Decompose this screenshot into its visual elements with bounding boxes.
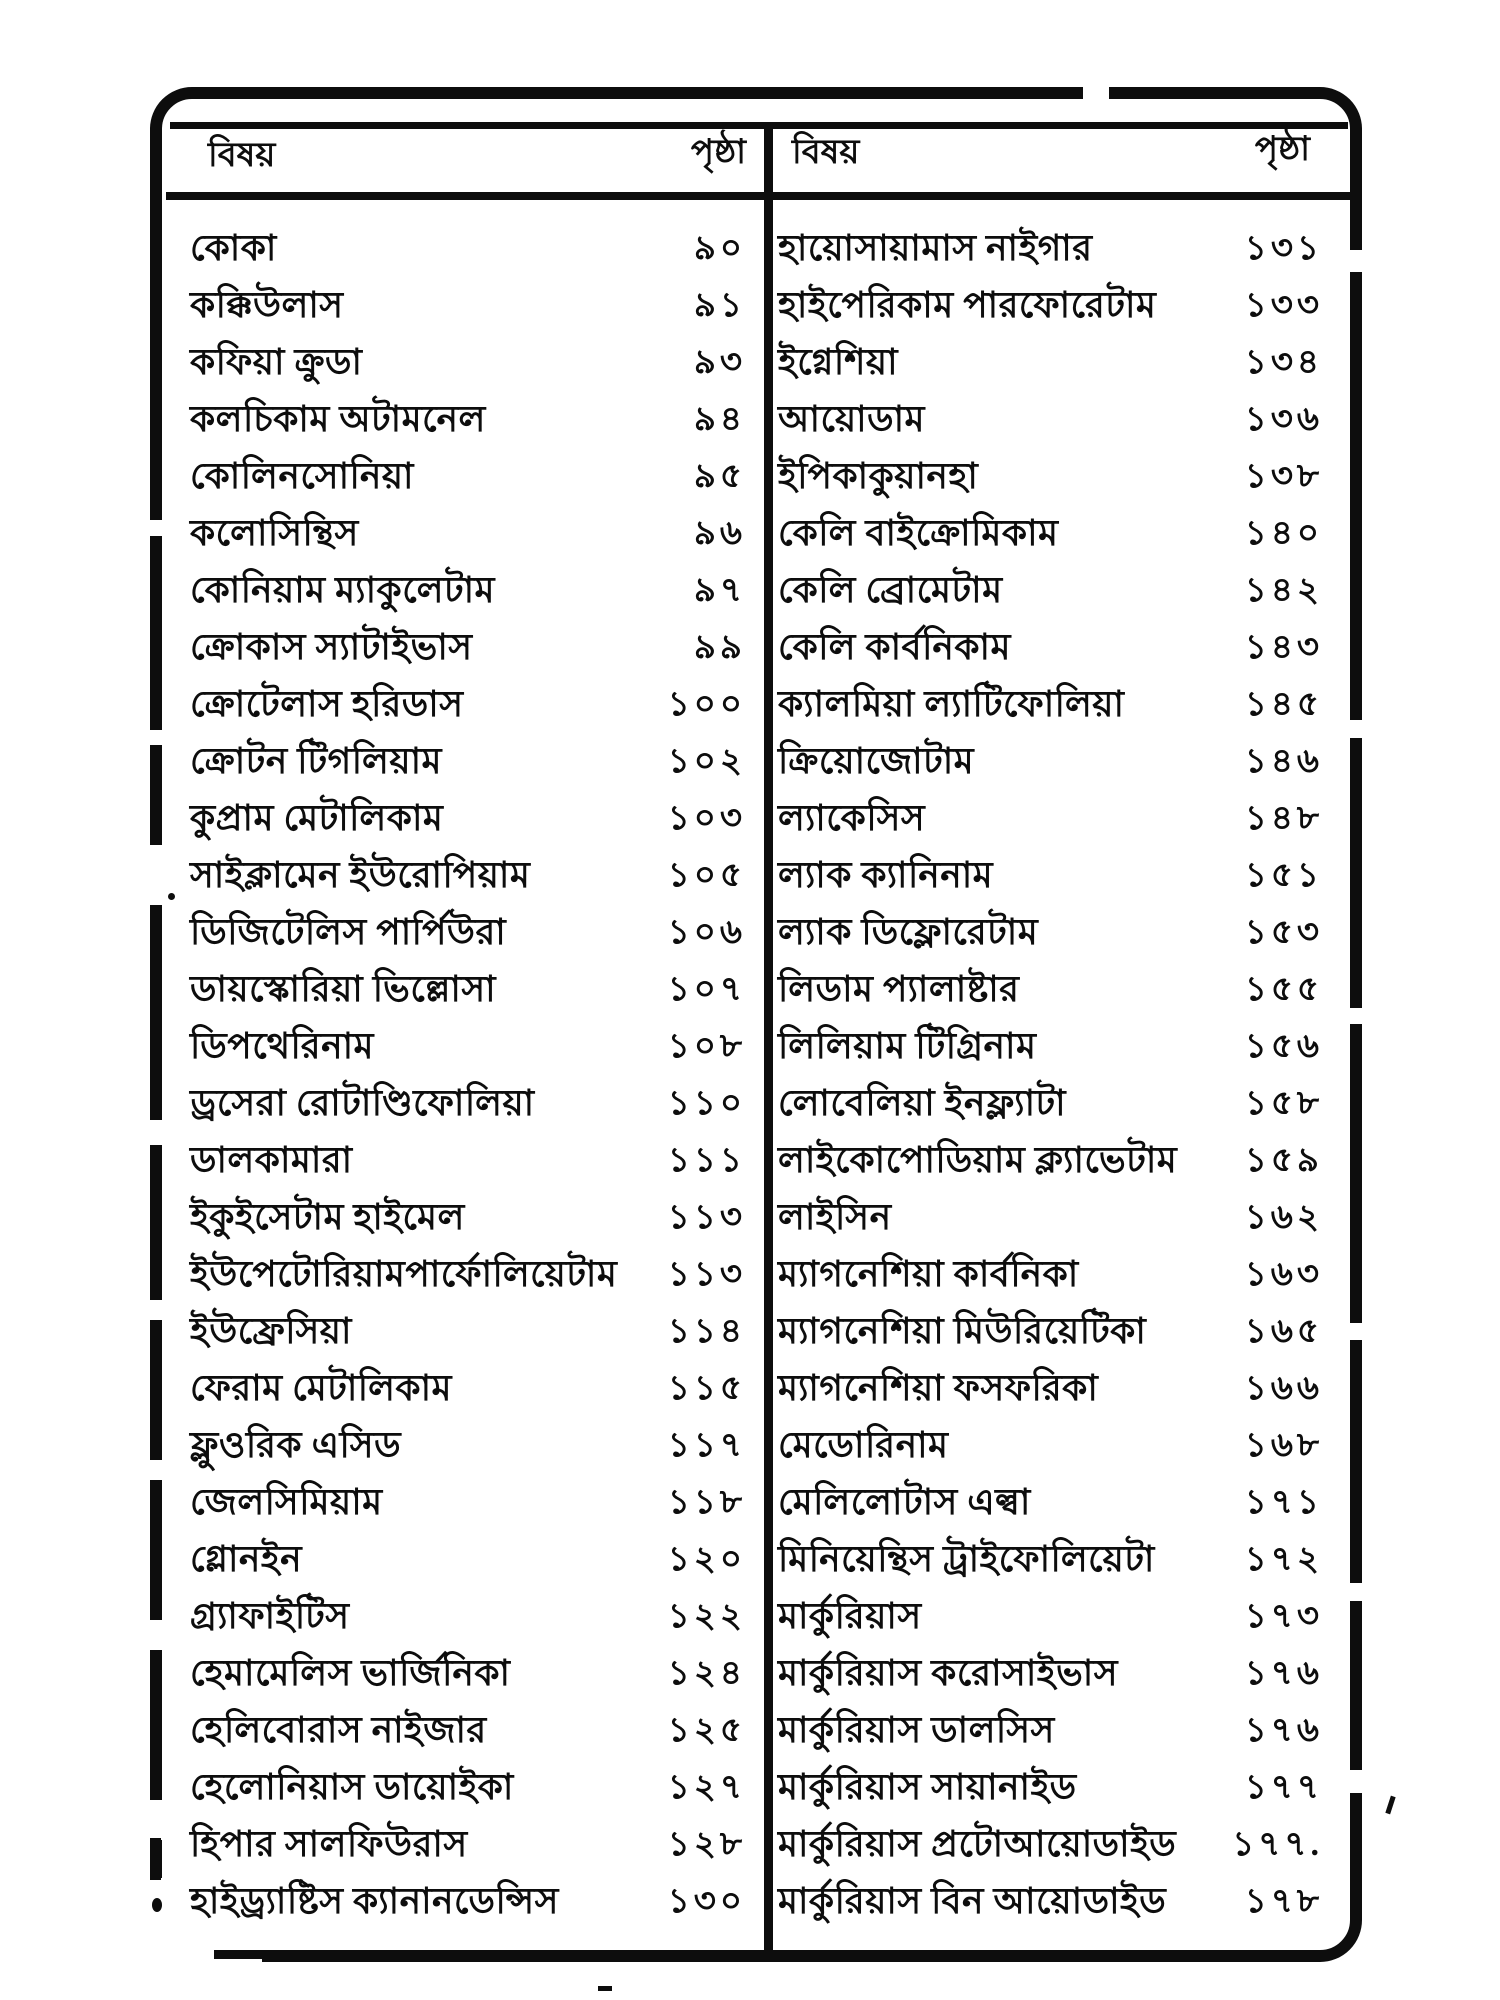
- table-row: [190, 564, 746, 621]
- toc-column-right: [778, 222, 1323, 1932]
- entry-name: আয়োডাম: [778, 398, 926, 439]
- entry-name: ফেরাম মেটালিকাম: [190, 1367, 453, 1408]
- entry-name: লিলিয়াম টিগ্রিনাম: [778, 1025, 1037, 1066]
- entry-name: কুপ্রাম মেটালিকাম: [190, 797, 444, 838]
- entry-name: কেলি কার্বনিকাম: [778, 626, 1011, 667]
- table-row: [778, 1647, 1323, 1704]
- entry-page: ১৭২: [1244, 1541, 1323, 1578]
- table-row: [190, 1590, 746, 1647]
- table-row: [190, 1761, 746, 1818]
- entry-page: ১১৩: [667, 1256, 746, 1293]
- toc-column-left: [190, 222, 746, 1932]
- entry-page: ১১৫: [667, 1370, 746, 1407]
- table-row: [190, 963, 746, 1020]
- table-row: [190, 906, 746, 963]
- table-row: [778, 1191, 1323, 1248]
- entry-page: ১২২: [667, 1598, 746, 1635]
- entry-name: ল্যাক ক্যানিনাম: [778, 854, 994, 895]
- entry-page: ১০৮: [667, 1028, 746, 1065]
- table-row: [778, 1704, 1323, 1761]
- entry-page: ৯০: [693, 230, 746, 267]
- column-divider: [764, 122, 773, 1954]
- entry-name: ল্যাক ডিফ্লোরেটাম: [778, 911, 1039, 952]
- entry-page: ১৩৩: [1244, 287, 1323, 324]
- entry-page: ১৭৩: [1244, 1598, 1323, 1635]
- right-page-header: পৃষ্ঠা: [1254, 131, 1310, 168]
- entry-name: হাইপেরিকাম পারফোরেটাম: [778, 284, 1157, 325]
- entry-page: ১৪৩: [1244, 629, 1323, 666]
- entry-name: ইকুইসেটাম হাইমেল: [190, 1196, 465, 1237]
- table-row: [778, 792, 1323, 849]
- table-row: [190, 792, 746, 849]
- entry-name: হেলোনিয়াস ডায়োইকা: [190, 1766, 514, 1807]
- table-row: [778, 450, 1323, 507]
- entry-page: ৯৭: [693, 572, 746, 609]
- table-row: [190, 279, 746, 336]
- entry-page: ১৫১: [1244, 857, 1323, 894]
- entry-name: মার্কুরিয়াস করোসাইভাস: [778, 1652, 1119, 1693]
- table-row: [778, 735, 1323, 792]
- entry-page: ১১১: [667, 1142, 746, 1179]
- right-subject-header: বিষয়: [792, 134, 860, 171]
- entry-name: কেলি ব্রোমেটাম: [778, 569, 1003, 610]
- left-subject-header: বিষয়: [208, 137, 276, 174]
- table-row: [778, 393, 1323, 450]
- entry-page: ১৪২: [1244, 572, 1323, 609]
- entry-name: কলচিকাম অটামনেল: [190, 398, 486, 439]
- entry-name: গ্লোনইন: [190, 1538, 303, 1579]
- entry-page: ১৩১: [1244, 230, 1323, 267]
- table-row: [190, 1818, 746, 1875]
- entry-name: মিনিয়েন্থিস ট্রাইফোলিয়েটা: [778, 1538, 1155, 1579]
- entry-name: ক্রোটন টিগলিয়াম: [190, 740, 443, 781]
- entry-name: কোলিনসোনিয়া: [190, 455, 414, 496]
- entry-name: ক্রোটেলাস হরিডাস: [190, 683, 464, 724]
- entry-page: ১১৩: [667, 1199, 746, 1236]
- entry-page: ১০৬: [667, 914, 746, 951]
- entry-name: কলোসিন্থিস: [190, 512, 359, 553]
- entry-name: ক্রোকাস স্যাটাইভাস: [190, 626, 473, 667]
- entry-name: ম্যাগনেশিয়া কার্বনিকা: [778, 1253, 1079, 1294]
- table-row: [190, 735, 746, 792]
- entry-name: কক্কিউলাস: [190, 284, 344, 325]
- entry-page: ৯৬: [693, 515, 746, 552]
- table-row: [778, 1875, 1323, 1932]
- table-row: [778, 564, 1323, 621]
- entry-page: ১৩৪: [1244, 344, 1323, 381]
- entry-page: ১০৫: [667, 857, 746, 894]
- entry-name: মার্কুরিয়াস: [778, 1595, 922, 1636]
- entry-page: ১৫৮: [1244, 1085, 1323, 1122]
- entry-name: মার্কুরিয়াস বিন আয়োডাইড: [778, 1880, 1167, 1921]
- entry-page: ১০৩: [667, 800, 746, 837]
- entry-page: ১২৪: [667, 1655, 746, 1692]
- entry-name: লাইসিন: [778, 1196, 892, 1237]
- entry-name: ইউফ্রেসিয়া: [190, 1310, 352, 1351]
- table-row: [778, 336, 1323, 393]
- entry-name: ডালকামারা: [190, 1139, 353, 1180]
- table-row: [778, 1248, 1323, 1305]
- table-row: [778, 1761, 1323, 1818]
- entry-page: ১০২: [667, 743, 746, 780]
- entry-page: ১৪৬: [1244, 743, 1323, 780]
- table-row: [190, 222, 746, 279]
- table-row: [190, 1476, 746, 1533]
- table-row: [190, 1020, 746, 1077]
- entry-name: কোকা: [190, 227, 277, 268]
- header-bottom-rule: [166, 192, 1350, 200]
- left-page-header: পৃষ্ঠা: [690, 134, 746, 171]
- entry-page: ১৫৯: [1244, 1142, 1323, 1179]
- entry-name: সাইক্লামেন ইউরোপিয়াম: [190, 854, 531, 895]
- entry-page: ১০৭: [667, 971, 746, 1008]
- table-row: [190, 1533, 746, 1590]
- entry-page: ১২৫: [667, 1712, 746, 1749]
- table-row: [778, 963, 1323, 1020]
- entry-name: কোনিয়াম ম্যাকুলেটাম: [190, 569, 496, 610]
- table-row: [190, 1875, 746, 1932]
- entry-name: জেলসিমিয়াম: [190, 1481, 383, 1522]
- entry-page: ১৭৭: [1244, 1769, 1323, 1806]
- entry-name: কেলি বাইক্রোমিকাম: [778, 512, 1059, 553]
- entry-page: ৯৪: [693, 401, 746, 438]
- entry-name: ক্যালমিয়া ল্যাটিফোলিয়া: [778, 683, 1125, 724]
- table-row: [190, 1248, 746, 1305]
- table-row: [778, 678, 1323, 735]
- table-row: [190, 1704, 746, 1761]
- table-row: [778, 222, 1323, 279]
- entry-page: ১৫৩: [1244, 914, 1323, 951]
- entry-page: ১৭৭.: [1232, 1826, 1323, 1863]
- entry-name: ফ্লুওরিক এসিড: [190, 1424, 402, 1465]
- table-row: [778, 1020, 1323, 1077]
- entry-page: ১৫৫: [1244, 971, 1323, 1008]
- entry-name: হেমামেলিস ভার্জিনিকা: [190, 1652, 511, 1693]
- entry-page: ১৬৮: [1244, 1427, 1323, 1464]
- entry-page: ১১৭: [667, 1427, 746, 1464]
- entry-page: ১৬৩: [1244, 1256, 1323, 1293]
- table-row: [778, 1818, 1323, 1875]
- table-row: [190, 1362, 746, 1419]
- entry-name: লিডাম প্যালাষ্টার: [778, 968, 1020, 1009]
- table-row: [190, 1419, 746, 1476]
- entry-page: ১৩০: [667, 1883, 746, 1920]
- table-row: [190, 450, 746, 507]
- entry-page: ১৭৬: [1244, 1655, 1323, 1692]
- entry-name: মার্কুরিয়াস প্রটোআয়োডাইড: [778, 1823, 1177, 1864]
- entry-page: ১৪০: [1244, 515, 1323, 552]
- table-row: [190, 1191, 746, 1248]
- entry-name: লাইকোপোডিয়াম ক্ল্যাভেটাম: [778, 1139, 1178, 1180]
- entry-name: হাইড্র্যাষ্টিস ক্যানানডেন্সিস: [190, 1880, 559, 1921]
- entry-name: মেলিলোটাস এল্বা: [778, 1481, 1031, 1522]
- entry-page: ১৩৬: [1244, 401, 1323, 438]
- table-row: [778, 1077, 1323, 1134]
- entry-name: হিপার সালফিউরাস: [190, 1823, 468, 1864]
- entry-name: ম্যাগনেশিয়া মিউরিয়েটিকা: [778, 1310, 1147, 1351]
- header-top-rule: [170, 122, 1348, 129]
- table-row: [190, 621, 746, 678]
- table-row: [778, 1362, 1323, 1419]
- entry-page: ১২০: [667, 1541, 746, 1578]
- entry-page: ১২৮: [667, 1826, 746, 1863]
- entry-page: ১২৭: [667, 1769, 746, 1806]
- table-row: [778, 1305, 1323, 1362]
- entry-page: ১১৪: [667, 1313, 746, 1350]
- entry-page: ৯৯: [693, 629, 746, 666]
- entry-page: ৯৫: [693, 458, 746, 495]
- entry-page: ১৫৬: [1244, 1028, 1323, 1065]
- table-row: [778, 906, 1323, 963]
- entry-page: ১৭১: [1244, 1484, 1323, 1521]
- entry-name: গ্র্যাফাইটিস: [190, 1595, 350, 1636]
- entry-page: ৯১: [693, 287, 746, 324]
- table-row: [190, 678, 746, 735]
- entry-name: ইপিকাকুয়ানহা: [778, 455, 979, 496]
- entry-page: ১১০: [667, 1085, 746, 1122]
- entry-name: ড্রসেরা রোটাণ্ডিফোলিয়া: [190, 1082, 535, 1123]
- table-row: [190, 1077, 746, 1134]
- entry-page: ১৪৫: [1244, 686, 1323, 723]
- entry-page: ১০০: [667, 686, 746, 723]
- table-row: [190, 849, 746, 906]
- entry-page: ১৭৬: [1244, 1712, 1323, 1749]
- table-row: [778, 621, 1323, 678]
- entry-page: ১৬২: [1244, 1199, 1323, 1236]
- entry-page: ১১৮: [667, 1484, 746, 1521]
- entry-name: ইগ্নেশিয়া: [778, 341, 899, 382]
- table-row: [190, 1134, 746, 1191]
- entry-page: ১৬৬: [1244, 1370, 1323, 1407]
- table-row: [778, 1590, 1323, 1647]
- table-row: [778, 1533, 1323, 1590]
- entry-name: ডিপথেরিনাম: [190, 1025, 375, 1066]
- entry-page: ১৭৮: [1244, 1883, 1323, 1920]
- table-row: [778, 507, 1323, 564]
- entry-name: লোবেলিয়া ইনফ্ল্যাটা: [778, 1082, 1067, 1123]
- entry-name: ইউপেটোরিয়ামপার্ফোলিয়েটাম: [190, 1253, 618, 1294]
- table-row: [778, 1419, 1323, 1476]
- table-row: [778, 1134, 1323, 1191]
- table-row: [778, 1476, 1323, 1533]
- table-row: [190, 336, 746, 393]
- entry-page: ১৩৮: [1244, 458, 1323, 495]
- table-row: [190, 1305, 746, 1362]
- entry-name: ডায়স্কোরিয়া ভিল্লোসা: [190, 968, 497, 1009]
- entry-page: ১৬৫: [1244, 1313, 1323, 1350]
- entry-name: ম্যাগনেশিয়া ফসফরিকা: [778, 1367, 1099, 1408]
- table-row: [778, 279, 1323, 336]
- table-row: [778, 849, 1323, 906]
- entry-name: ল্যাকেসিস: [778, 797, 926, 838]
- table-row: [190, 393, 746, 450]
- entry-name: কফিয়া ক্রুডা: [190, 341, 363, 382]
- table-row: [190, 1647, 746, 1704]
- entry-name: মেডোরিনাম: [778, 1424, 949, 1465]
- entry-name: মার্কুরিয়াস ডালসিস: [778, 1709, 1055, 1750]
- entry-name: ডিজিটেলিস পার্পিউরা: [190, 911, 507, 952]
- entry-name: হেলিবোরাস নাইজার: [190, 1709, 487, 1750]
- entry-name: হায়োসায়ামাস নাইগার: [778, 227, 1093, 268]
- entry-name: ক্রিয়োজোটাম: [778, 740, 975, 781]
- table-row: [190, 507, 746, 564]
- entry-page: ১৪৮: [1244, 800, 1323, 837]
- entry-name: মার্কুরিয়াস সায়ানাইড: [778, 1766, 1077, 1807]
- entry-page: ৯৩: [693, 344, 746, 381]
